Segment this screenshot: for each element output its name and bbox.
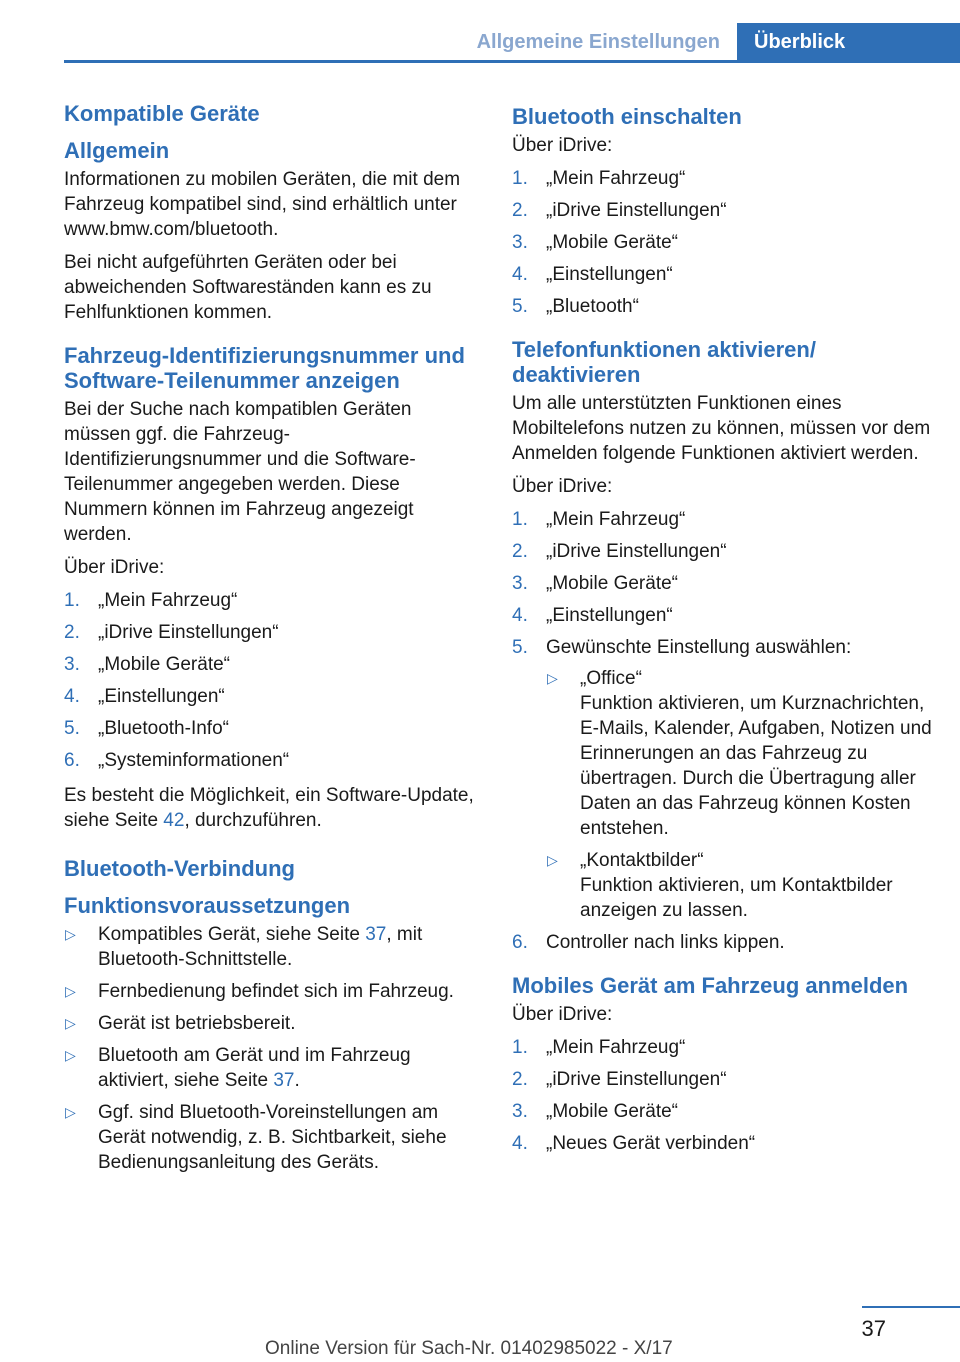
heading-telefonfunktionen: Telefonfunktionen aktivieren/ deaktivieren — [512, 337, 816, 387]
triangle-bullet-icon: ▷ — [65, 1015, 76, 1031]
list-item: 1. „Mein Fahrzeug“ — [64, 590, 238, 611]
list-item: ▷ „Office“ Funktion aktivieren, um Kurznachrichten, E-Mails, Kalender, Aufgaben, Notizen und Erinnerungen an das Fahrzeug zu übertragen. Durch die Übertragung aller Daten an das Fahrzeug können Kosten entstehen. — [547, 668, 932, 839]
list-item: 6. „Systeminformationen“ — [64, 750, 290, 771]
section-title: Allgemeine Einstellungen — [476, 31, 720, 53]
heading-bluetooth-einschalten: Bluetooth einschalten — [512, 104, 742, 129]
header-rule — [64, 60, 960, 63]
list-item: 2. „iDrive Einstellungen“ — [512, 541, 727, 562]
list-item: 2. „iDrive Einstellungen“ — [512, 200, 727, 221]
triangle-bullet-icon: ▷ — [547, 670, 558, 686]
right-column — [512, 100, 932, 1166]
page-link[interactable]: 42 — [163, 810, 185, 831]
options-list — [546, 666, 932, 923]
heading-allgemein: Allgemein — [64, 138, 170, 163]
left-column — [64, 100, 480, 1185]
list-item: 4. „Einstellungen“ — [512, 605, 673, 626]
triangle-bullet-icon: ▷ — [65, 1047, 76, 1063]
list-item: ▷ „Kontaktbilder“ Funktion aktivieren, um Kontaktbilder anzeigen zu lassen. — [547, 850, 893, 921]
footer-text: Online Version für Sach-Nr. 01402985022 - X/17 — [265, 1338, 673, 1359]
heading-bluetooth-verbindung: Bluetooth-Verbindung — [64, 856, 295, 881]
paragraph: Bei nicht aufgeführten Geräten oder bei abweichenden Softwareständen kann es zu Fehlfunktionen kommen. — [64, 252, 432, 323]
list-item: 4. „Einstellungen“ — [512, 264, 673, 285]
list-item: 2. „iDrive Einstellungen“ — [512, 1069, 727, 1090]
chapter-tab: Überblick — [737, 23, 960, 63]
paragraph: Über iDrive: — [512, 476, 613, 497]
page-link[interactable]: 37 — [365, 924, 387, 945]
steps-list — [512, 166, 932, 319]
page-number: 37 — [861, 1316, 886, 1341]
list-item: ▷ Gerät ist betriebsbereit. — [65, 1013, 296, 1034]
paragraph: Um alle unterstützten Funktionen eines Mobiltelefons nutzen zu können, müssen vor dem Anmelden folgende Funktionen aktiviert werden. — [512, 393, 931, 464]
list-item: 6. Controller nach links kippen. — [512, 932, 785, 953]
list-item: 1. „Mein Fahrzeug“ — [512, 1037, 686, 1058]
list-item: 5. „Bluetooth-Info“ — [64, 718, 229, 739]
paragraph: Über iDrive: — [512, 135, 613, 156]
list-item: ▷ Bluetooth am Gerät und im Fahrzeug aktiviert, siehe Seite 37. — [65, 1045, 411, 1091]
list-item: 5. Gewünschte Einstellung auswählen: ▷ „Office“ Funktion aktivieren, um Kurznachrichten, E-Mails, Kalender, Aufgaben, Notizen und Erinnerungen an das Fahrzeug zu übertragen. Durch die Übertragung aller Daten an das Fahrzeug können Kosten entstehen. ▷ „Kontaktbilder“ Funktion aktivieren, um Kontaktbilder anzeigen zu lassen. — [512, 637, 932, 921]
list-item: ▷ Fernbedienung befindet sich im Fahrzeug. — [65, 981, 454, 1002]
list-item: ▷ Kompatibles Gerät, siehe Seite 37, mit Bluetooth-Schnittstelle. — [65, 924, 423, 970]
paragraph: Über iDrive: — [512, 1004, 613, 1025]
steps-list — [64, 588, 480, 773]
heading-funktionsvoraussetzungen: Funktionsvoraussetzungen — [64, 893, 351, 918]
page-header — [0, 23, 960, 63]
list-item: 1. „Mein Fahrzeug“ — [512, 509, 686, 530]
triangle-bullet-icon: ▷ — [65, 1104, 76, 1120]
list-item: 4. „Einstellungen“ — [64, 686, 225, 707]
paragraph: Es besteht die Möglichkeit, ein Software-Update, siehe Seite 42, durchzuführen. — [64, 785, 474, 831]
list-item: 1. „Mein Fahrzeug“ — [512, 168, 686, 189]
page-link[interactable]: 37 — [273, 1070, 295, 1091]
heading-fin: Fahrzeug-Identifizierungsnummer und Software-Teilenummer anzeigen — [64, 343, 465, 393]
list-item: 3. „Mobile Geräte“ — [512, 1101, 678, 1122]
footer-rule — [862, 1306, 960, 1308]
list-item: 3. „Mobile Geräte“ — [512, 232, 678, 253]
list-item: 5. „Bluetooth“ — [512, 296, 639, 317]
list-item: 3. „Mobile Geräte“ — [512, 573, 678, 594]
requirements-list — [64, 922, 480, 1175]
list-item: ▷ Ggf. sind Bluetooth-Voreinstellungen am Gerät notwendig, z. B. Sichtbarkeit, siehe Bedienungsanleitung des Geräts. — [65, 1102, 447, 1173]
steps-list — [512, 507, 932, 955]
triangle-bullet-icon: ▷ — [65, 983, 76, 999]
paragraph: Informationen zu mobilen Geräten, die mit dem Fahrzeug kompatibel sind, sind erhältlich unter www.bmw.com/bluetooth. — [64, 169, 461, 240]
paragraph: Über iDrive: — [64, 557, 165, 578]
list-item: 3. „Mobile Geräte“ — [64, 654, 230, 675]
triangle-bullet-icon: ▷ — [547, 852, 558, 868]
list-item: 2. „iDrive Einstellungen“ — [64, 622, 279, 643]
paragraph: Bei der Suche nach kompatiblen Geräten müssen ggf. die Fahrzeug-Identifizierungsnummer und die Software-Teilenummer angegeben werden. Diese Nummern können im Fahrzeug angezeigt werden. — [64, 399, 416, 545]
steps-list — [512, 1035, 932, 1156]
list-item: 4. „Neues Gerät verbinden“ — [512, 1133, 756, 1154]
triangle-bullet-icon: ▷ — [65, 926, 76, 942]
heading-mobiles-geraet-anmelden: Mobiles Gerät am Fahrzeug anmelden — [512, 973, 909, 998]
heading-kompatible-geraete: Kompatible Geräte — [64, 101, 260, 126]
